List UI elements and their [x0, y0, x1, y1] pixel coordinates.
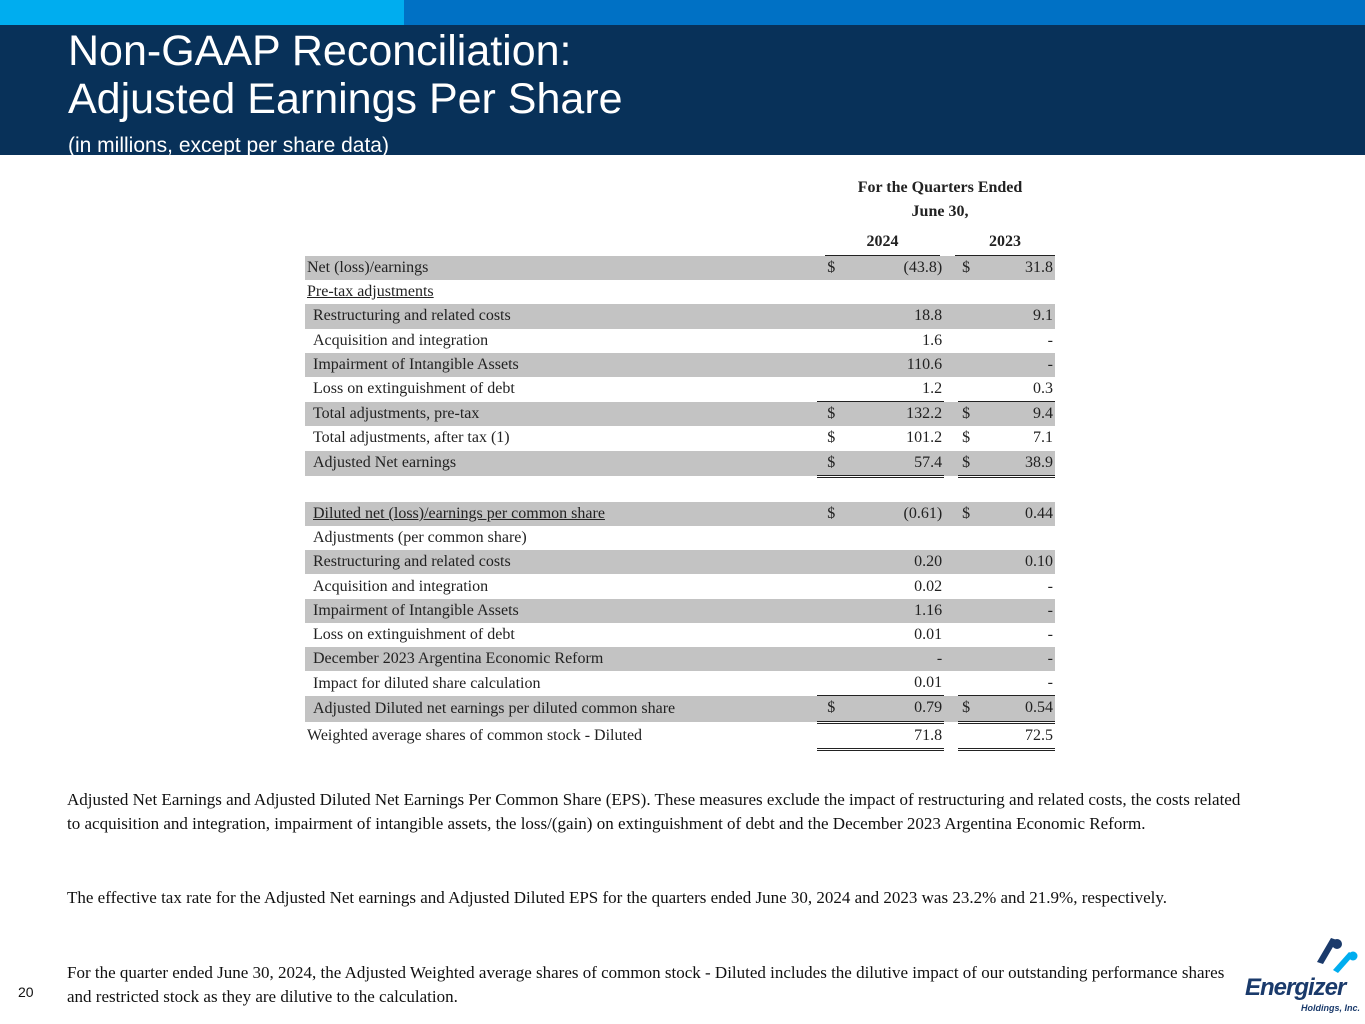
value-2023: 72.5 [978, 722, 1055, 749]
value-2023: - [1047, 625, 1053, 643]
row-label: Acquisition and integration [313, 331, 489, 349]
currency-2023 [958, 599, 977, 623]
row-label: Adjusted Net earnings [305, 451, 817, 477]
currency-2023 [958, 550, 977, 574]
table-row [305, 502, 1055, 526]
row-label: Weighted average shares of common stock - Diluted [307, 726, 643, 744]
table-row [305, 526, 1055, 550]
table-row [305, 402, 1055, 427]
year-header-2023: 2023 [955, 233, 1055, 257]
table-row [305, 574, 1055, 598]
slide-header [0, 25, 1365, 155]
table-row [305, 329, 1055, 353]
logo-subtitle: Holdings, Inc. [1301, 1003, 1361, 1013]
currency-2024 [817, 647, 846, 671]
table-row [305, 353, 1055, 377]
value-2024: 101.2 [906, 429, 943, 447]
currency-2024 [817, 671, 846, 696]
value-2024: 1.6 [922, 331, 943, 349]
currency-2023 [958, 647, 977, 671]
currency-2023: $ [958, 696, 977, 722]
energizer-logo [1245, 930, 1360, 1020]
currency-2024 [817, 329, 846, 353]
currency-2024 [817, 353, 846, 377]
row-label: Impairment of Intangible Assets [305, 353, 817, 377]
top-accent-bar [404, 0, 1365, 25]
slide-title [68, 27, 623, 123]
currency-2024: $ [827, 429, 836, 447]
value-2024: 0.20 [846, 550, 944, 574]
value-2024: - [846, 647, 944, 671]
value-2024: 0.01 [914, 625, 943, 643]
row-label: Loss on extinguishment of debt [313, 380, 515, 398]
logo-mark-icon [1245, 930, 1360, 978]
value-2024: (43.8) [846, 256, 944, 280]
row-label: December 2023 Argentina Economic Reform [305, 647, 817, 671]
table-row [305, 256, 1055, 280]
value-2024: 0.01 [914, 674, 943, 692]
row-label: Impairment of Intangible Assets [305, 599, 817, 623]
currency-2023 [958, 623, 977, 647]
currency-2024: $ [817, 256, 846, 280]
table-row [305, 671, 1055, 696]
value-2024: 18.8 [846, 304, 944, 328]
section-label: Pre-tax adjustments [307, 283, 434, 301]
table-row [305, 623, 1055, 647]
table-row [305, 696, 1055, 722]
table-row [305, 304, 1055, 328]
value-2023: - [978, 647, 1055, 671]
currency-2023: $ [962, 429, 971, 447]
period-line-2: June 30, [911, 203, 969, 220]
logo-wordmark: Energizer [1245, 974, 1346, 1001]
page-number: 20 [18, 984, 34, 1000]
value-2023: - [1047, 331, 1053, 349]
currency-2023: $ [958, 256, 977, 280]
note-tax-rate: The effective tax rate for the Adjusted Net earnings and Adjusted Diluted EPS for the quarters ended June 30, 2024 and 2023 was 23.2% and 21.9%, respectively. [67, 888, 1167, 907]
value-2023: 31.8 [978, 256, 1055, 280]
currency-2023 [958, 329, 977, 353]
row-label: Restructuring and related costs [305, 304, 817, 328]
title-line-1: Non-GAAP Reconciliation: [68, 27, 572, 75]
value-2024: 132.2 [846, 402, 944, 427]
value-2023: 7.1 [1033, 429, 1053, 447]
data-table [305, 256, 1055, 751]
currency-2024: $ [817, 402, 846, 427]
value-2023: 0.10 [978, 550, 1055, 574]
currency-2023: $ [958, 502, 977, 526]
currency-2024: $ [817, 696, 846, 722]
table-row [305, 550, 1055, 574]
note-weighted-shares: For the quarter ended June 30, 2024, the Adjusted Weighted average shares of common stock - Diluted includes the dilutive impact of our outstanding performance shares and restricted stock as they are dilutive to the calculation. [67, 963, 1225, 1006]
slide-subtitle: (in millions, except per share data) [68, 134, 389, 155]
value-2023: 9.1 [978, 304, 1055, 328]
row-label: Total adjustments, pre-tax [305, 402, 817, 427]
value-2024: 57.4 [846, 451, 944, 477]
note-eps-definition: Adjusted Net Earnings and Adjusted Diluted Net Earnings Per Common Share (EPS). These measures exclude the impact of restructuring and related costs, the costs related to acquisition and integration, impairment of intangible assets, the loss/(gain) on extinguishment of debt and the December 2023 Argentina Economic Reform. [67, 790, 1241, 833]
table-row [305, 647, 1055, 671]
currency-2024 [817, 574, 846, 598]
currency-2024: $ [817, 502, 846, 526]
currency-2024 [817, 599, 846, 623]
value-2023: 0.44 [978, 502, 1055, 526]
value-2023: - [978, 599, 1055, 623]
value-2023: 0.54 [978, 696, 1055, 722]
currency-2023 [958, 671, 977, 696]
currency-2023 [958, 377, 977, 402]
table-row [305, 451, 1055, 477]
year-header-2024: 2024 [825, 233, 940, 257]
value-2023: 38.9 [978, 451, 1055, 477]
table-row [305, 377, 1055, 402]
currency-2024: $ [817, 451, 846, 477]
table-row [305, 599, 1055, 623]
row-label: Acquisition and integration [313, 577, 489, 595]
row-label: Adjusted Diluted net earnings per diluted common share [305, 696, 817, 722]
currency-2023 [958, 722, 977, 749]
value-2024: 71.8 [846, 722, 944, 749]
table-row [305, 280, 1055, 304]
period-header [825, 176, 1055, 224]
section-label: Adjustments (per common share) [313, 529, 527, 547]
footnotes [67, 788, 1247, 1006]
value-2023: - [978, 353, 1055, 377]
currency-2023: $ [958, 402, 977, 427]
value-2024: 110.6 [846, 353, 944, 377]
value-2023: 0.3 [1033, 380, 1053, 398]
value-2024: (0.61) [846, 502, 944, 526]
value-2024: 0.79 [846, 696, 944, 722]
period-line-1: For the Quarters Ended [857, 179, 1023, 196]
currency-2024 [817, 377, 846, 402]
value-2023: 9.4 [978, 402, 1055, 427]
value-2023: - [1047, 577, 1053, 595]
table-row [305, 722, 1055, 749]
top-accent-bar-light [0, 0, 404, 25]
currency-2023 [958, 574, 977, 598]
currency-2023 [958, 304, 977, 328]
currency-2023 [958, 353, 977, 377]
table-spacer-row [305, 476, 1055, 502]
value-2024: 1.2 [922, 380, 943, 398]
currency-2024 [817, 722, 846, 749]
row-label: Diluted net (loss)/earnings per common share [305, 502, 817, 526]
value-2024: 0.02 [914, 577, 943, 595]
currency-2024 [817, 304, 846, 328]
currency-2023: $ [958, 451, 977, 477]
table-row [305, 426, 1055, 450]
currency-2024 [817, 623, 846, 647]
row-label: Impact for diluted share calculation [313, 674, 541, 692]
value-2024: 1.16 [846, 599, 944, 623]
row-label: Loss on extinguishment of debt [313, 625, 515, 643]
row-label: Total adjustments, after tax (1) [313, 429, 510, 447]
title-line-2: Adjusted Earnings Per Share [68, 75, 623, 123]
currency-2024 [817, 550, 846, 574]
row-label: Restructuring and related costs [305, 550, 817, 574]
row-label: Net (loss)/earnings [305, 256, 817, 280]
value-2023: - [1047, 674, 1053, 692]
